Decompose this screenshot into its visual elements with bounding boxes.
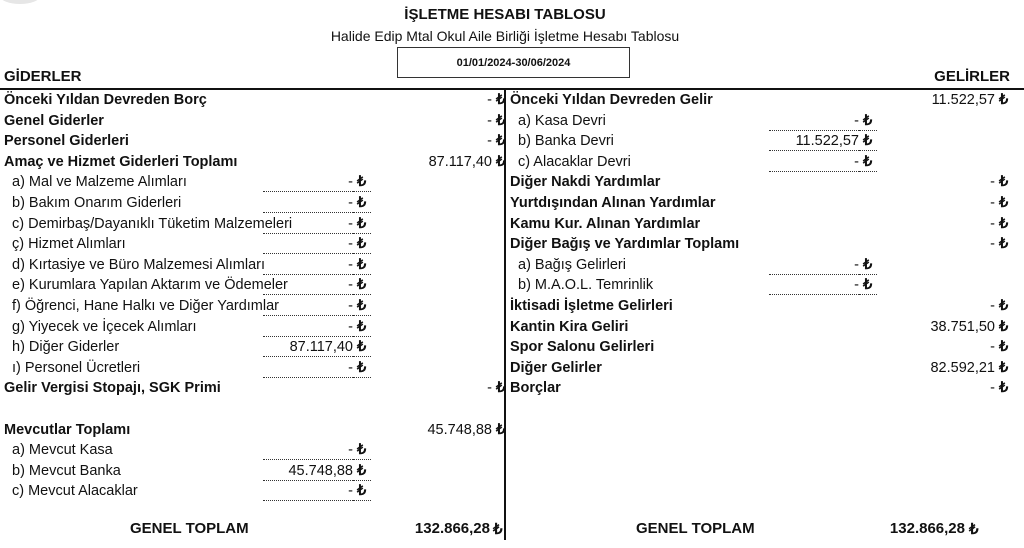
currency-icon: ₺: [496, 112, 506, 129]
sub-value: -: [769, 255, 859, 275]
currency-icon: ₺: [863, 256, 873, 273]
left-row-i-personel-ucretleri: [4, 358, 504, 378]
row-label: a) Mevcut Kasa: [12, 442, 113, 459]
sub-value: -: [263, 481, 353, 501]
left-row-c-mevcut-alacaklar: [4, 481, 504, 501]
row-label: h) Diğer Giderler: [12, 339, 120, 356]
giderler-heading: GİDERLER: [4, 68, 82, 85]
currency-icon: ₺: [357, 174, 367, 191]
currency-icon: ₺: [999, 359, 1009, 376]
row-value: -: [990, 195, 995, 211]
row-label: a) Mal ve Malzeme Alımları: [12, 174, 187, 191]
sub-value: -: [263, 317, 353, 337]
right-row-c-alacaklar-devri: [510, 152, 1010, 172]
left-row-amac-ve-hizmet-giderleri-toplami: [4, 152, 504, 172]
currency-icon: ₺: [357, 483, 367, 500]
currency-icon: ₺: [999, 215, 1009, 232]
row-label: Gelir Vergisi Stopajı, SGK Primi: [4, 380, 221, 397]
left-row-a-mevcut-kasa: [4, 440, 504, 460]
page-title: İŞLETME HESABI TABLOSU: [404, 6, 606, 23]
corner-artifact: [0, 0, 40, 4]
left-row-mevcutlar-toplami: [4, 420, 504, 440]
row-value: -: [487, 133, 492, 150]
row-label: a) Kasa Devri: [518, 112, 606, 129]
row-label: Diğer Nakdi Yardımlar: [510, 174, 661, 191]
right-row-yurtdisindan-alinan-yardimlar: [510, 193, 1010, 213]
currency-underline: [353, 500, 371, 501]
row-label: Önceki Yıldan Devreden Gelir: [510, 92, 713, 108]
right-row-b-m-a-o-l-temrinlik: [510, 275, 1010, 295]
currency-icon: ₺: [999, 195, 1009, 211]
currency-icon: ₺: [357, 359, 367, 376]
row-value: -: [487, 112, 492, 129]
left-row-c-hizmet-alimlari: [4, 234, 504, 254]
currency-icon: ₺: [357, 442, 367, 459]
row-value: 11.522,57: [931, 92, 995, 108]
sub-value: -: [263, 193, 353, 213]
currency-icon: ₺: [357, 277, 367, 294]
row-label: ç) Hizmet Alımları: [12, 236, 126, 253]
right-row-diger-bagis-ve-yardimlar-toplami: [510, 234, 1010, 254]
currency-icon: ₺: [496, 92, 506, 108]
row-label: Personel Giderleri: [4, 133, 129, 150]
row-label: Kantin Kira Geliri: [510, 318, 629, 335]
currency-icon: ₺: [357, 256, 367, 273]
left-row-h-diger-giderler: [4, 337, 504, 357]
sub-value: 87.117,40: [263, 337, 353, 357]
right-row-spor-salonu-gelirleri: [510, 337, 1010, 357]
row-value: 45.748,88: [427, 421, 492, 438]
left-row-b-mevcut-banka: [4, 461, 504, 481]
sub-value: 45.748,88: [263, 461, 353, 481]
row-label: c) Mevcut Alacaklar: [12, 483, 138, 500]
currency-icon: ₺: [999, 236, 1009, 253]
currency-icon: ₺: [496, 153, 506, 170]
left-row-a-mal-ve-malzeme-alimlari: [4, 172, 504, 192]
period-box: 01/01/2024-30/06/2024: [397, 47, 630, 78]
left-row-onceki-yildan-devreden-borc: [4, 90, 504, 110]
currency-icon: ₺: [357, 318, 367, 335]
row-label: Kamu Kur. Alınan Yardımlar: [510, 215, 701, 232]
currency-icon: ₺: [999, 380, 1009, 397]
row-value: -: [990, 215, 995, 232]
currency-icon: ₺: [863, 153, 873, 170]
row-label: Mevcutlar Toplamı: [4, 421, 131, 438]
sub-value: -: [263, 255, 353, 275]
left-row-c-demirbas-dayanikli-tuketim-malzemeleri: [4, 214, 504, 234]
currency-icon: ₺: [496, 133, 506, 150]
gelirler-heading: GELİRLER: [934, 68, 1010, 85]
row-label: Spor Salonu Gelirleri: [510, 339, 655, 356]
row-label: a) Bağış Gelirleri: [518, 256, 626, 273]
right-row-i-ktisadi-i-sletme-gelirleri: [510, 296, 1010, 316]
sub-value: -: [263, 275, 353, 295]
row-label: Genel Giderler: [4, 112, 104, 129]
sub-value: -: [769, 111, 859, 131]
right-total-value: 132.866,28: [889, 520, 965, 537]
left-total-label: GENEL TOPLAM: [130, 520, 249, 537]
right-row-onceki-yildan-devreden-gelir: [510, 90, 1010, 110]
left-row-gelir-vergisi-stopaji-sgk-primi: [4, 378, 504, 398]
row-label: b) M.A.O.L. Temrinlik: [518, 277, 654, 294]
row-label: f) Öğrenci, Hane Halkı ve Diğer Yardımlar: [12, 298, 280, 314]
currency-icon: ₺: [496, 380, 506, 397]
left-row-row: [4, 399, 504, 419]
row-label: Borçlar: [510, 380, 561, 397]
currency-icon: ₺: [863, 277, 873, 294]
row-value: -: [487, 380, 492, 397]
row-value: -: [990, 380, 995, 397]
row-label: İktisadi İşletme Gelirleri: [510, 298, 673, 314]
row-label: c) Alacaklar Devri: [518, 153, 631, 170]
row-value: -: [990, 298, 995, 314]
left-row-genel-giderler: [4, 111, 504, 131]
sub-value: -: [263, 234, 353, 254]
sub-value: -: [263, 358, 353, 378]
row-value: -: [990, 236, 995, 253]
left-row-personel-giderleri: [4, 131, 504, 151]
left-row-d-kirtasiye-ve-buro-malzemesi-alimlari: [4, 255, 504, 275]
right-row-kamu-kur-alinan-yardimlar: [510, 214, 1010, 234]
left-total-value: 132.866,28: [414, 520, 490, 537]
right-row-b-banka-devri: [510, 131, 1010, 151]
currency-icon: ₺: [863, 133, 873, 150]
right-row-diger-nakdi-yardimlar: [510, 172, 1010, 192]
right-row-diger-gelirler: [510, 358, 1010, 378]
row-label: Amaç ve Hizmet Giderleri Toplamı: [4, 153, 238, 170]
left-row-f-ogrenci-hane-halki-ve-diger-yardimlar: [4, 296, 504, 316]
row-label: g) Yiyecek ve İçecek Alımları: [12, 318, 197, 335]
currency-icon: ₺: [357, 195, 367, 211]
left-row-b-bakim-onarim-giderleri: [4, 193, 504, 213]
currency-icon: ₺: [357, 298, 367, 314]
sub-value: -: [263, 214, 353, 234]
sub-value: 11.522,57: [769, 131, 859, 151]
right-row-a-bagis-gelirleri: [510, 255, 1010, 275]
right-row-kantin-kira-geliri: [510, 317, 1010, 337]
currency-icon: ₺: [357, 236, 367, 253]
row-label: e) Kurumlara Yapılan Aktarım ve Ödemeler: [12, 277, 288, 294]
sub-value: -: [263, 172, 353, 192]
row-value: -: [487, 92, 492, 108]
row-label: ı) Personel Ücretleri: [12, 359, 141, 376]
currency-icon: ₺: [863, 112, 873, 129]
currency-icon: ₺: [357, 462, 367, 479]
currency-icon: ₺: [999, 174, 1009, 191]
row-label: Diğer Bağış ve Yardımlar Toplamı: [510, 236, 740, 253]
sub-value: -: [769, 152, 859, 172]
left-total-currency: ₺: [493, 521, 503, 538]
row-value: -: [990, 174, 995, 191]
row-label: Yurtdışından Alınan Yardımlar: [510, 195, 716, 211]
right-row-borclar: [510, 378, 1010, 398]
currency-icon: ₺: [357, 339, 367, 356]
right-total-label: GENEL TOPLAM: [636, 520, 755, 537]
row-value: 82.592,21: [930, 359, 995, 376]
row-label: Önceki Yıldan Devreden Borç: [4, 92, 207, 108]
row-label: b) Bakım Onarım Giderleri: [12, 195, 182, 211]
row-label: c) Demirbaş/Dayanıklı Tüketim Malzemeleri: [12, 215, 293, 232]
right-row-a-kasa-devri: [510, 111, 1010, 131]
row-value: -: [990, 339, 995, 356]
row-label: d) Kırtasiye ve Büro Malzemesi Alımları: [12, 256, 266, 273]
page-subtitle: Halide Edip Mtal Okul Aile Birliği İşletme Hesabı Tablosu: [330, 28, 680, 44]
right-total-currency: ₺: [969, 521, 979, 538]
sub-value: -: [769, 275, 859, 295]
currency-icon: ₺: [999, 318, 1009, 335]
row-value: 87.117,40: [428, 153, 492, 170]
left-row-e-kurumlara-yapilan-aktarim-ve-odemeler: [4, 275, 504, 295]
row-value: 38.751,50: [930, 318, 995, 335]
row-label: b) Mevcut Banka: [12, 462, 121, 479]
currency-icon: ₺: [357, 215, 367, 232]
currency-icon: ₺: [999, 339, 1009, 356]
row-label: b) Banka Devri: [518, 133, 614, 150]
currency-icon: ₺: [496, 421, 506, 438]
currency-icon: ₺: [999, 92, 1009, 108]
sub-value: -: [263, 296, 353, 316]
sub-value: -: [263, 440, 353, 460]
row-label: Diğer Gelirler: [510, 359, 602, 376]
currency-icon: ₺: [999, 298, 1009, 314]
left-row-g-yiyecek-ve-i-cecek-alimlari: [4, 317, 504, 337]
